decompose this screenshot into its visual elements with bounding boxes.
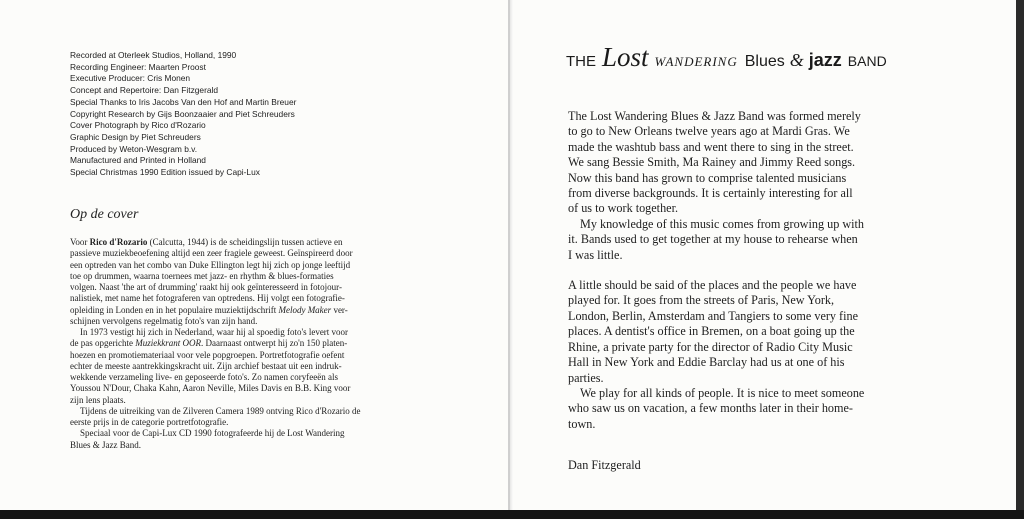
credit-line: Copyright Research by Gijs Boonzaaier and Piet Schreuders <box>70 108 295 119</box>
scan-edge-right <box>1016 0 1024 512</box>
title-ampersand: & <box>789 50 804 70</box>
text-line: of us to work together. <box>568 201 679 216</box>
text-line: nalistiek, met name het fotograferen van optredens. Hij volgt een fotografie- <box>70 293 345 304</box>
credit-line: Special Thanks to Iris Jacobs Van den Hof and Martin Breuer <box>70 96 297 107</box>
title-lost: Lost <box>602 42 649 72</box>
cover-description <box>70 237 454 451</box>
text-span: de pas opgerichte <box>70 338 136 349</box>
credit-line: Executive Producer: Cris Monen <box>70 73 191 84</box>
text-span: opleiding in Londen en in het populaire muziektijdschrift <box>70 304 279 315</box>
magazine-title: Melody Maker <box>278 304 332 315</box>
text-line: Tijdens de uitreiking van de Zilveren Camera 1989 ontving Rico d'Rozario de <box>80 405 361 416</box>
credit-line: Concept and Repertoire: Dan Fitzgerald <box>70 85 219 96</box>
band-title <box>566 42 887 73</box>
text-span: (Calcutta, 1944) is de scheidingslijn tussen actieve en <box>147 237 343 247</box>
text-line: A little should be said of the places and the people we have <box>568 278 857 293</box>
section-heading: Op de cover <box>70 207 139 222</box>
text-line: Now this band has grown to comprise talented musicians <box>568 170 847 185</box>
text-line <box>70 338 454 349</box>
title-band: BAND <box>847 53 887 69</box>
text-line: places. A dentist's office in Bremen, on a boat going up the <box>568 324 855 339</box>
paragraph <box>568 278 998 386</box>
text-line: to go to New Orleans twelve years ago at Mardi Gras. We <box>568 124 850 139</box>
page-fold-shadow <box>510 0 513 510</box>
credit-line: Graphic Design by Piet Schreuders <box>70 131 201 142</box>
text-line: We play for all kinds of people. It is nice to meet someone <box>580 385 865 400</box>
title-jazz: jazz <box>808 50 842 70</box>
text-line <box>70 305 454 316</box>
credit-line: Produced by Weton-Wesgram b.v. <box>70 143 198 154</box>
text-line: Speciaal voor de Capi-Lux CD 1990 fotografeerde hij de Lost Wandering <box>80 428 345 439</box>
text-line: it. Bands used to get together at my house to rehearse when <box>568 232 858 247</box>
text-line: Hall in New York and Eddie Barclay had us at one of his <box>568 355 845 370</box>
text-line: schijnen vervolgens regelmatig foto's van zijn hand. <box>70 315 258 326</box>
credits-list <box>70 50 490 179</box>
credit-line: Cover Photograph by Rico d'Rozario <box>70 120 206 131</box>
paragraph <box>70 406 454 429</box>
text-line: from diverse backgrounds. It is certainly interesting for all <box>568 186 853 201</box>
text-line: We sang Bessie Smith, Ma Rainey and Jimmy Reed songs. <box>568 155 856 170</box>
text-line: made the washtub bass and went there to sing in the street. <box>568 139 854 154</box>
text-line: wekkende verzameling live- en geposeerde foto's. Zo namen coryfeeën als <box>70 372 339 382</box>
text-line: parties. <box>568 370 604 385</box>
credit-line: Recording Engineer: Maarten Proost <box>70 61 206 72</box>
paragraph <box>70 237 454 327</box>
magazine-title: Muziekkrant OOR <box>135 338 201 349</box>
text-line: eerste prijs in de categorie portretfotografie. <box>70 417 229 427</box>
scan-edge-bottom <box>0 510 1024 519</box>
text-line: My knowledge of this music comes from growing up with <box>580 216 865 231</box>
text-span: . Daarnaast ontwerpt hij zo'n 150 platen- <box>200 338 348 349</box>
text-line: town. <box>568 416 596 431</box>
text-line: Rhine, a private party for the director of Radio City Music <box>568 339 853 354</box>
text-line: toe op drummen, waarna toernees met jazz- en rhythm & blues-formaties <box>70 270 334 281</box>
text-line: In 1973 vestigt hij zich in Nederland, waar hij al spoedig foto's levert voor <box>80 327 349 337</box>
text-line: volgen. Naast 'the art of drumming' raakt hij ook geïnteresseerd in fotojour- <box>70 282 342 292</box>
title-wandering: WANDERING <box>654 54 738 69</box>
text-line: London, Berlin, Amsterdam and Tangiers to some very fine <box>568 308 859 323</box>
text-line: een optreden van het combo van Duke Ellington legt hij zich op jonge leeftijd <box>70 259 351 270</box>
paragraph <box>568 217 998 263</box>
paragraph <box>70 327 454 406</box>
text-line: hoezen en promotiemateriaal voor vele popgroepen. Portretfotografie oefent <box>70 349 345 360</box>
credit-line: Special Christmas 1990 Edition issued by Capi-Lux <box>70 167 260 178</box>
text-span: Voor <box>70 237 90 247</box>
title-blues: Blues <box>744 53 785 70</box>
text-line: zijn lens plaats. <box>70 394 126 405</box>
paragraph <box>568 386 998 432</box>
text-line: Youssou N'Dour, Chaka Kahn, Aaron Neville, Miles Davis en B.B. King voor <box>70 383 351 394</box>
text-line <box>70 237 454 248</box>
text-line: played for. It goes from the streets of Paris, New York, <box>568 293 835 308</box>
paragraph-gap <box>568 263 998 278</box>
text-span: ver- <box>331 304 348 315</box>
photographer-name: Rico d'Rozario <box>89 237 148 247</box>
text-line: The Lost Wandering Blues & Jazz Band was formed merely <box>568 109 861 123</box>
credit-line: Manufactured and Printed in Holland <box>70 155 206 166</box>
liner-notes <box>568 109 998 432</box>
text-line: echter de meeste aantrekkingskracht uit. Zijn archief bestaat uit een indruk- <box>70 360 342 371</box>
text-line: Blues & Jazz Band. <box>70 439 141 450</box>
paragraph <box>568 109 998 217</box>
paragraph <box>70 428 454 451</box>
signature: Dan Fitzgerald <box>568 458 641 472</box>
text-line: who saw us on vacation, a few months later in their home- <box>568 401 853 416</box>
credit-line: Recorded at Oterleek Studios, Holland, 1990 <box>70 50 237 60</box>
title-the: THE <box>566 53 596 70</box>
text-line: passieve muziekbeoefening altijd een zeer fragiele geweest. Geïnspireerd door <box>70 248 353 259</box>
text-line: I was little. <box>568 247 623 262</box>
